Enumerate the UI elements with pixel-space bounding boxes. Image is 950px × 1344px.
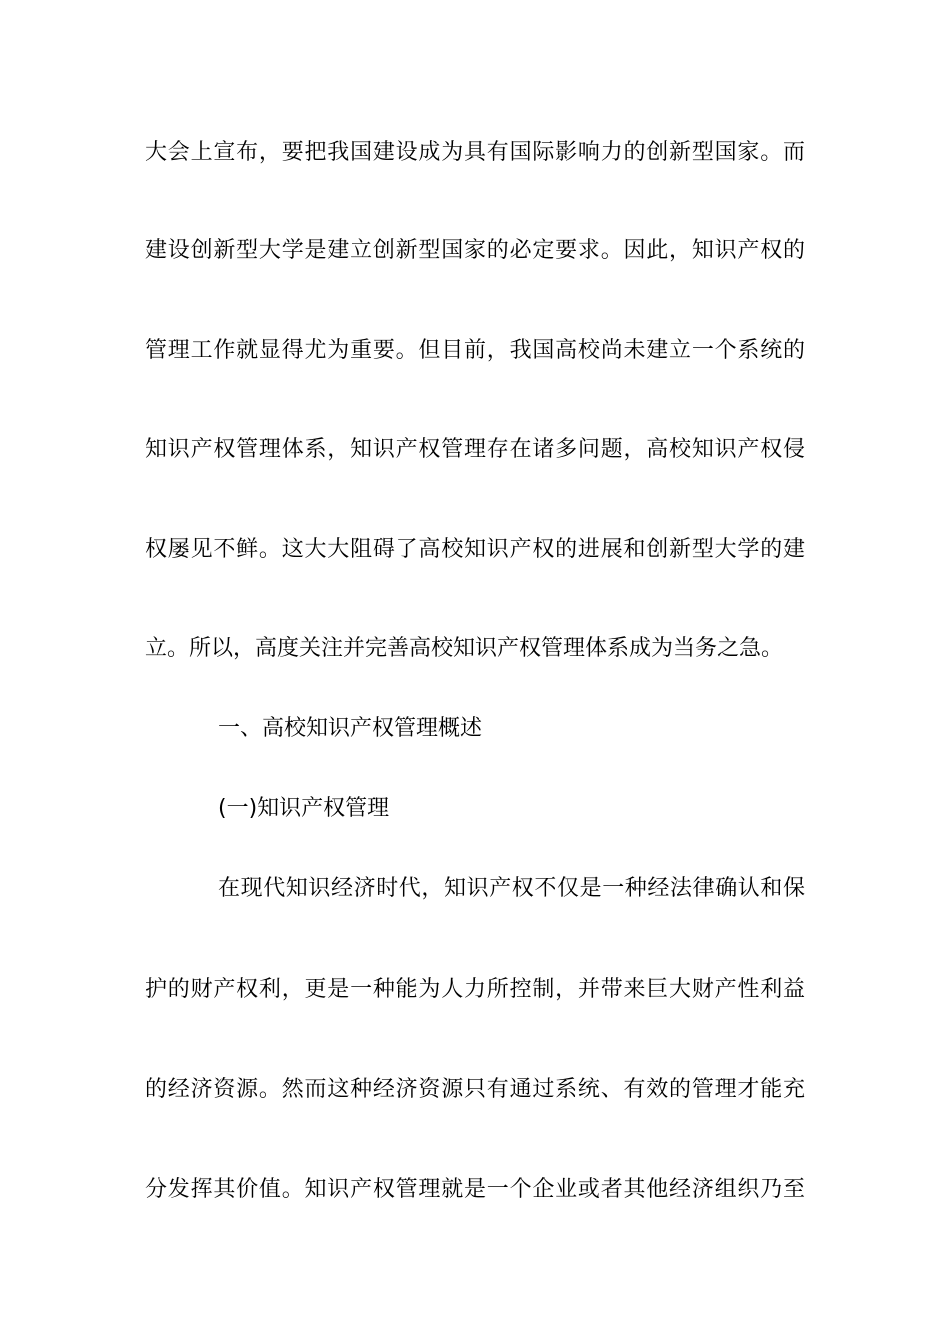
paragraph-1-line-4: 知识产权管理体系，知识产权管理存在诸多问题，高校知识产权侵 bbox=[145, 437, 805, 462]
paragraph-1-line-5: 权屡见不鲜。这大大阻碍了高校知识产权的进展和创新型大学的建 bbox=[145, 537, 805, 562]
paragraph-1-line-1: 大会上宣布，要把我国建设成为具有国际影响力的创新型国家。而 bbox=[145, 140, 805, 165]
paragraph-1-line-6: 立。所以，高度关注并完善高校知识产权管理体系成为当务之急。 bbox=[145, 636, 784, 661]
paragraph-2-line-2: 护的财产权利，更是一种能为人力所控制，并带来巨大财产性利益 bbox=[145, 977, 805, 1002]
paragraph-2-line-4: 分发挥其价值。知识产权管理就是一个企业或者其他经济组织乃至 bbox=[145, 1177, 805, 1202]
section-heading: 一、高校知识产权管理概述 bbox=[218, 716, 483, 741]
paragraph-1-line-2: 建设创新型大学是建立创新型国家的必定要求。因此，知识产权的 bbox=[145, 238, 805, 263]
paragraph-2-line-1: 在现代知识经济时代，知识产权不仅是一种经法律确认和保 bbox=[218, 876, 805, 901]
paragraph-1-line-3: 管理工作就显得尤为重要。但目前，我国高校尚未建立一个系统的 bbox=[145, 338, 805, 363]
paragraph-2-line-3: 的经济资源。然而这种经济资源只有通过系统、有效的管理才能充 bbox=[145, 1077, 805, 1102]
subsection-heading: (一)知识产权管理 bbox=[218, 796, 390, 821]
